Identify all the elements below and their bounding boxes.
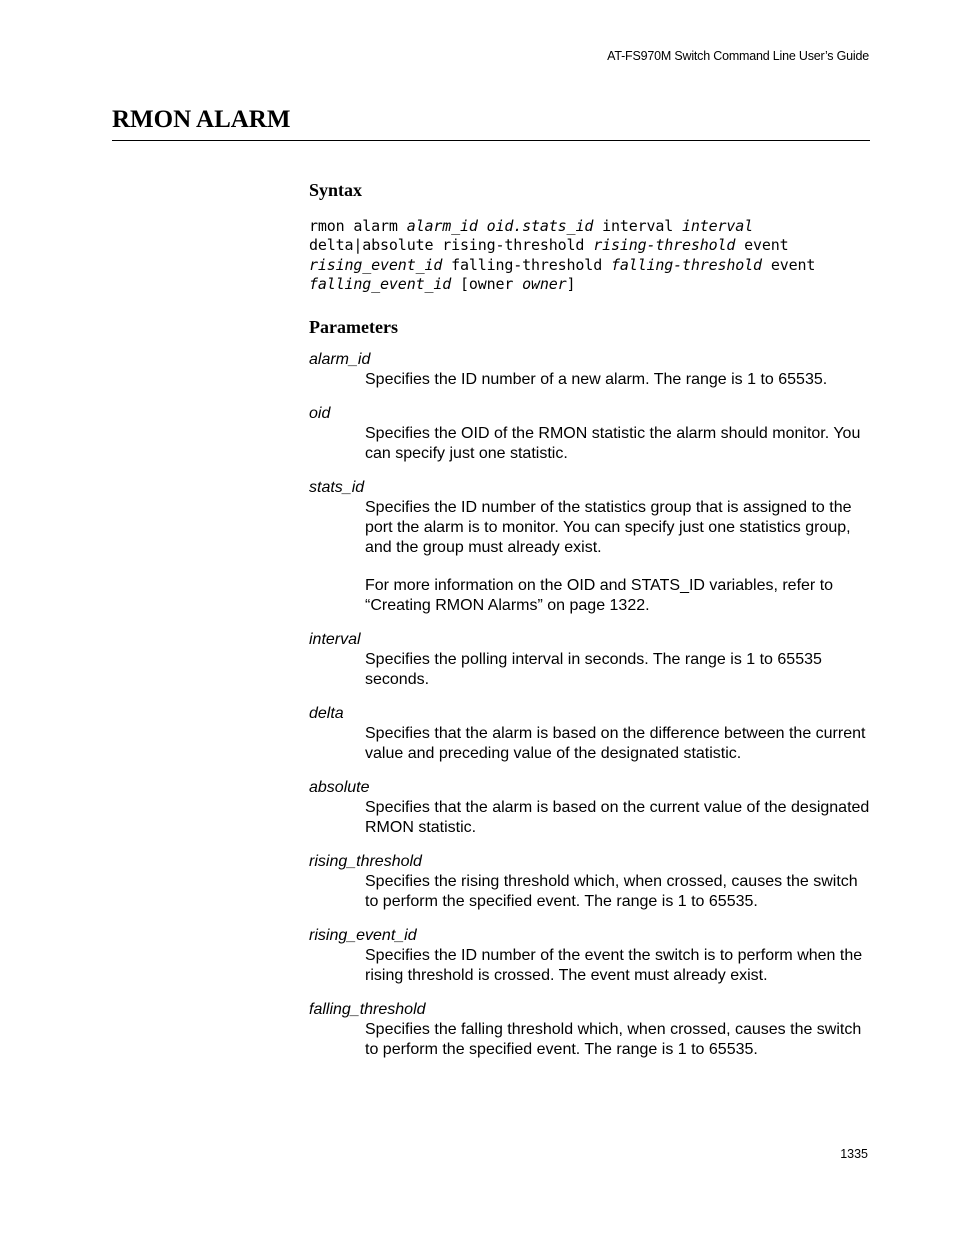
- syntax-line: [309, 236, 874, 255]
- parameter-name: absolute: [309, 779, 370, 797]
- parameter-name: stats_id: [309, 479, 365, 497]
- page-title: RMON ALARM: [112, 106, 291, 133]
- syntax-heading: Syntax: [309, 180, 363, 200]
- parameter-item: [309, 404, 874, 464]
- parameter-description: Specifies the falling threshold which, when crossed, causes the switch to perform the specified event. The range is 1 to 65535.: [365, 1021, 862, 1059]
- syntax-variable: falling_event_id: [309, 274, 452, 293]
- syntax-keyword: event: [735, 236, 789, 255]
- parameter-name: rising_threshold: [309, 853, 422, 871]
- syntax-keyword: delta|absolute rising-threshold: [309, 236, 594, 255]
- syntax-variable: rising-threshold: [593, 236, 736, 255]
- syntax-variable: alarm_id oid.stats_id: [406, 217, 594, 235]
- parameter-description: Specifies the polling interval in seconds. The range is 1 to 65535 seconds.: [365, 651, 822, 689]
- parameter-description: Specifies the OID of the RMON statistic the alarm should monitor. You can specify just one statistic.: [365, 425, 861, 463]
- parameter-description: For more information on the OID and STATS_ID variables, refer to “Creating RMON Alarms” on page 1322.: [365, 577, 834, 615]
- parameter-name: falling_threshold: [309, 1001, 426, 1019]
- parameter-item: [309, 478, 874, 616]
- parameter-item: [309, 630, 874, 690]
- parameter-item: [309, 926, 874, 986]
- parameter-name: interval: [309, 631, 361, 649]
- syntax-line: [309, 217, 874, 236]
- syntax-variable: interval: [682, 217, 754, 235]
- syntax-line: [309, 275, 874, 294]
- parameter-name: delta: [309, 705, 344, 723]
- parameter-item: [309, 350, 874, 390]
- parameter-item: [309, 778, 874, 838]
- parameter-name: oid: [309, 405, 331, 423]
- syntax-keyword: ]: [566, 274, 576, 293]
- syntax-variable: rising_event_id: [309, 255, 443, 274]
- parameters-heading: Parameters: [309, 317, 398, 338]
- syntax-variable: owner: [522, 274, 567, 293]
- parameter-description: Specifies the ID number of the statistics group that is assigned to the port the alarm is to monitor. You can specify just one statistics group, and the group must already exist.: [365, 499, 852, 557]
- parameter-description: Specifies the rising threshold which, when crossed, causes the switch to perform the specified event. The range is 1 to 65535.: [365, 873, 858, 911]
- parameter-description: Specifies that the alarm is based on the difference between the current value and preceding value of the designated statistic.: [365, 725, 866, 763]
- parameter-item: [309, 1000, 874, 1060]
- parameter-item: [309, 704, 874, 764]
- syntax-keyword: [owner: [451, 274, 523, 293]
- syntax-block: [309, 217, 874, 294]
- parameter-name: alarm_id: [309, 351, 371, 369]
- main-content: [309, 179, 874, 1060]
- syntax-keyword: falling-threshold: [442, 255, 611, 274]
- parameter-description: Specifies that the alarm is based on the current value of the designated RMON statistic.: [365, 799, 870, 837]
- syntax-variable: falling-threshold: [610, 255, 762, 274]
- syntax-keyword: event: [761, 255, 816, 274]
- parameter-name: rising_event_id: [309, 927, 417, 945]
- running-header: AT-FS970M Switch Command Line User’s Guide: [607, 49, 869, 63]
- title-divider: [112, 140, 870, 141]
- parameter-description: Specifies the ID number of a new alarm. The range is 1 to 65535.: [365, 371, 828, 389]
- syntax-keyword: rmon alarm: [309, 217, 407, 235]
- syntax-line: [309, 256, 874, 275]
- parameter-list: [309, 350, 874, 1060]
- parameter-item: [309, 852, 874, 912]
- syntax-keyword: interval: [593, 217, 683, 235]
- parameter-description: Specifies the ID number of the event the switch is to perform when the rising threshold is crossed. The event must already exist.: [365, 947, 863, 985]
- page-number: 1335: [840, 1147, 868, 1161]
